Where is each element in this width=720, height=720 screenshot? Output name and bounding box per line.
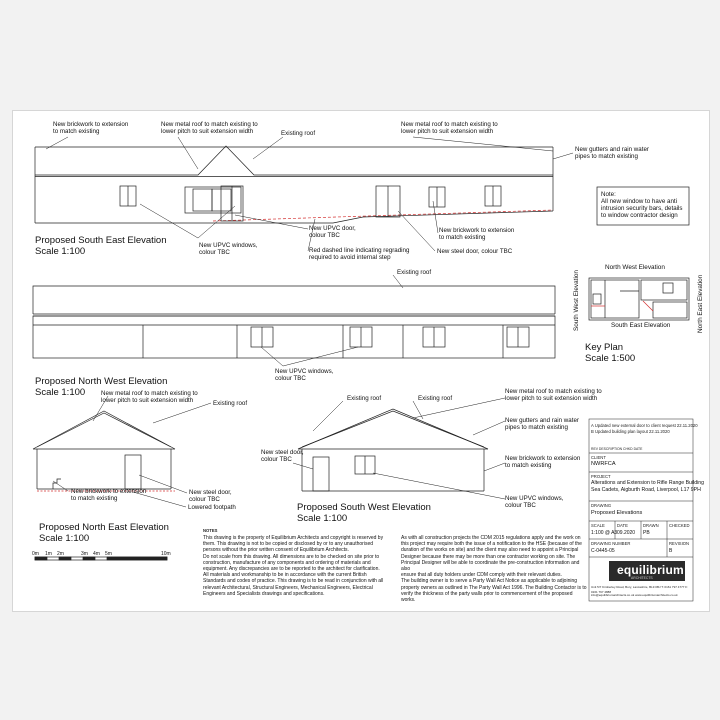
note-ne-new-roof: New metal roof to match existing to lower pitch to suit extension width	[101, 390, 198, 404]
client-label: CLIENT	[591, 455, 606, 460]
south-west-elevation-drawing	[298, 409, 488, 491]
scale-label-0: 0m	[32, 551, 39, 557]
date-value: 09.2020	[617, 530, 636, 536]
drawn-label: DRAWN	[643, 523, 659, 528]
scale-value: 1:100 @ A3	[591, 530, 618, 536]
notes-label: NOTES	[203, 528, 218, 533]
note-se-red-dashed: Red dashed line indicating regrading required to avoid internal step	[309, 247, 410, 261]
note-nw-existing-roof: Existing roof	[397, 269, 432, 276]
company-email: info@equilibriumarchitects.co.uk www.equilibriumarchitects.co.uk	[591, 593, 678, 597]
note-box-text: Note: All new window to have anti intrusion security bars, details to window contractor design	[601, 191, 683, 219]
se-elevation-title: Proposed South East Elevation Scale 1:100	[35, 235, 167, 257]
key-plan-south-east-label: South East Elevation	[611, 322, 671, 329]
scale-label-2: 2m	[57, 551, 64, 557]
note-sw-gutters: New gutters and rain water pipes to match existing	[505, 417, 579, 431]
note-sw-existing-roof-1: Existing roof	[347, 395, 382, 402]
north-west-elevation-drawing	[33, 286, 555, 358]
drawing-label: DRAWING	[591, 503, 612, 508]
scale-bar-drawing	[35, 557, 167, 560]
note-nw-upvc-windows: New UPVC windows, colour TBC	[275, 368, 334, 382]
note-se-upvc-windows: New UPVC windows, colour TBC	[199, 242, 258, 256]
note-sw-existing-roof-2: Existing roof	[418, 395, 453, 402]
note-sw-brickwork: New brickwork to extension to match existing	[505, 455, 581, 469]
nw-elevation-title: Proposed North West Elevation Scale 1:100	[35, 376, 168, 398]
ne-elevation-title: Proposed North East Elevation Scale 1:100	[39, 522, 169, 544]
drawing-sheet	[12, 110, 710, 612]
note-se-new-brickwork: New brickwork to extension to match existing	[53, 121, 129, 135]
scale-label-10: 10m	[161, 551, 171, 557]
note-sw-upvc-windows: New UPVC windows, colour TBC	[505, 495, 564, 509]
revision-label: REVISION	[669, 541, 690, 546]
note-ne-existing-roof: Existing roof	[213, 400, 248, 407]
note-se-existing-roof: Existing roof	[281, 130, 316, 137]
scale-label-3: 3m	[81, 551, 88, 557]
key-plan-drawing	[589, 278, 689, 320]
client-value: NWRFCA	[591, 461, 616, 467]
key-plan-south-west-label: South West Elevation	[573, 270, 580, 331]
scale-label: SCALE	[591, 523, 605, 528]
note-sw-new-roof: New metal roof to match existing to lower pitch to suit extension width	[505, 388, 602, 402]
note-se-steel-door: New steel door, colour TBC	[437, 248, 513, 255]
revision-b: B Updated building plan layout 22.11.2020	[591, 429, 670, 434]
key-plan-title: Key Plan Scale 1:500	[585, 342, 636, 364]
scale-label-5: 5m	[105, 551, 112, 557]
note-sw-steel-door: New steel door, colour TBC	[261, 449, 304, 463]
note-se-new-roof: New metal roof to match existing to lower pitch to suit extension width	[161, 121, 258, 135]
note-se-gutters: New gutters and rain water pipes to match existing	[575, 146, 649, 160]
company-address: Unit 5/7 Kimberley Road, Bury, Lancashire, BL9 0BJ T: 0161 797 4777 F: 0161 797 4888	[591, 585, 688, 594]
scale-label-4: 4m	[93, 551, 100, 557]
checked-label: CHECKED	[669, 523, 690, 528]
drawing-value: Proposed Elevations	[591, 510, 643, 516]
note-ne-brickwork: New brickwork to extension to match existing	[71, 488, 147, 502]
company-sub: ARCHITECTS	[631, 576, 653, 580]
date-label: DATE	[617, 523, 628, 528]
key-plan-north-east-label: North East Elevation	[697, 274, 704, 333]
revision-value: B	[669, 548, 673, 554]
notes-left: This drawing is the property of Equilibrium Architects and copyright is reserved by them. This drawing is not to be copied or disclosed by or to any unauthorised persons without the prior written consent of Equilibrium Architects. Do not scale from this drawing. All dimensions are to be checked on site prior to construction, manufacture of any components and ordering of materials and equipment. Any discrepancies are to be reported to the architect for clarification. All materials and workmanship to be in accordance with the current British Standards and codes of practice. This drawing is to be read in conjunction with all relevant Architectural, Structural Engineers, Mechanical Engineers, Electrical Engineers and Specialists drawings and specifications.	[203, 535, 384, 597]
revision-a: A Updated new external door to client request 22.11.2020	[591, 423, 698, 428]
note-se-brickwork-ext: New brickwork to extension to match existing	[439, 227, 515, 241]
south-east-elevation-drawing	[35, 146, 553, 223]
sw-elevation-title: Proposed South West Elevation Scale 1:100	[297, 502, 431, 524]
note-se-upvc-door: New UPVC door, colour TBC	[309, 225, 356, 239]
drawn-value: PB	[643, 530, 650, 536]
company-logo: equilibrium	[617, 563, 684, 577]
drawing-number-label: DRAWING NUMBER	[591, 541, 631, 546]
notes-right: As with all construction projects the CDM 2015 regulations apply and the work on this project may require both the issue of a notification to the HSE (because of the duration of the works on site) and the client may also need to appoint a Principal Designer because there may be more than one contractor working on site. The Principal Designer will be able to coordinate the pre-construction information and also ensure that all duty holders under CDM comply with their relevant duties. The building owner is to serve a Party Wall Act Notice as applicable to adjoining property owners as outlined in The Party Wall Act 1996. The Building Contactor is to verify the thickness of the party walls prior to commencement of the proposed works.	[401, 535, 587, 604]
note-ne-steel-door: New steel door, colour TBC	[189, 489, 232, 503]
revision-headers: REV DESCRIPTION CHKD DATE	[591, 447, 643, 451]
scale-label-1: 1m	[45, 551, 52, 557]
project-label: PROJECT	[591, 474, 611, 479]
project-value: Alterations and Extension to Rifle Range Building Sea Cadets, Aigburth Road, Liverpool, L17 9PH	[591, 480, 705, 493]
note-se-new-roof-2: New metal roof to match existing to lower pitch to suit extension width	[401, 121, 498, 135]
note-ne-footpath: Lowered footpath	[188, 504, 236, 511]
key-plan-north-west-label: North West Elevation	[605, 264, 665, 271]
drawing-number-value: C-0445-05	[591, 548, 615, 554]
